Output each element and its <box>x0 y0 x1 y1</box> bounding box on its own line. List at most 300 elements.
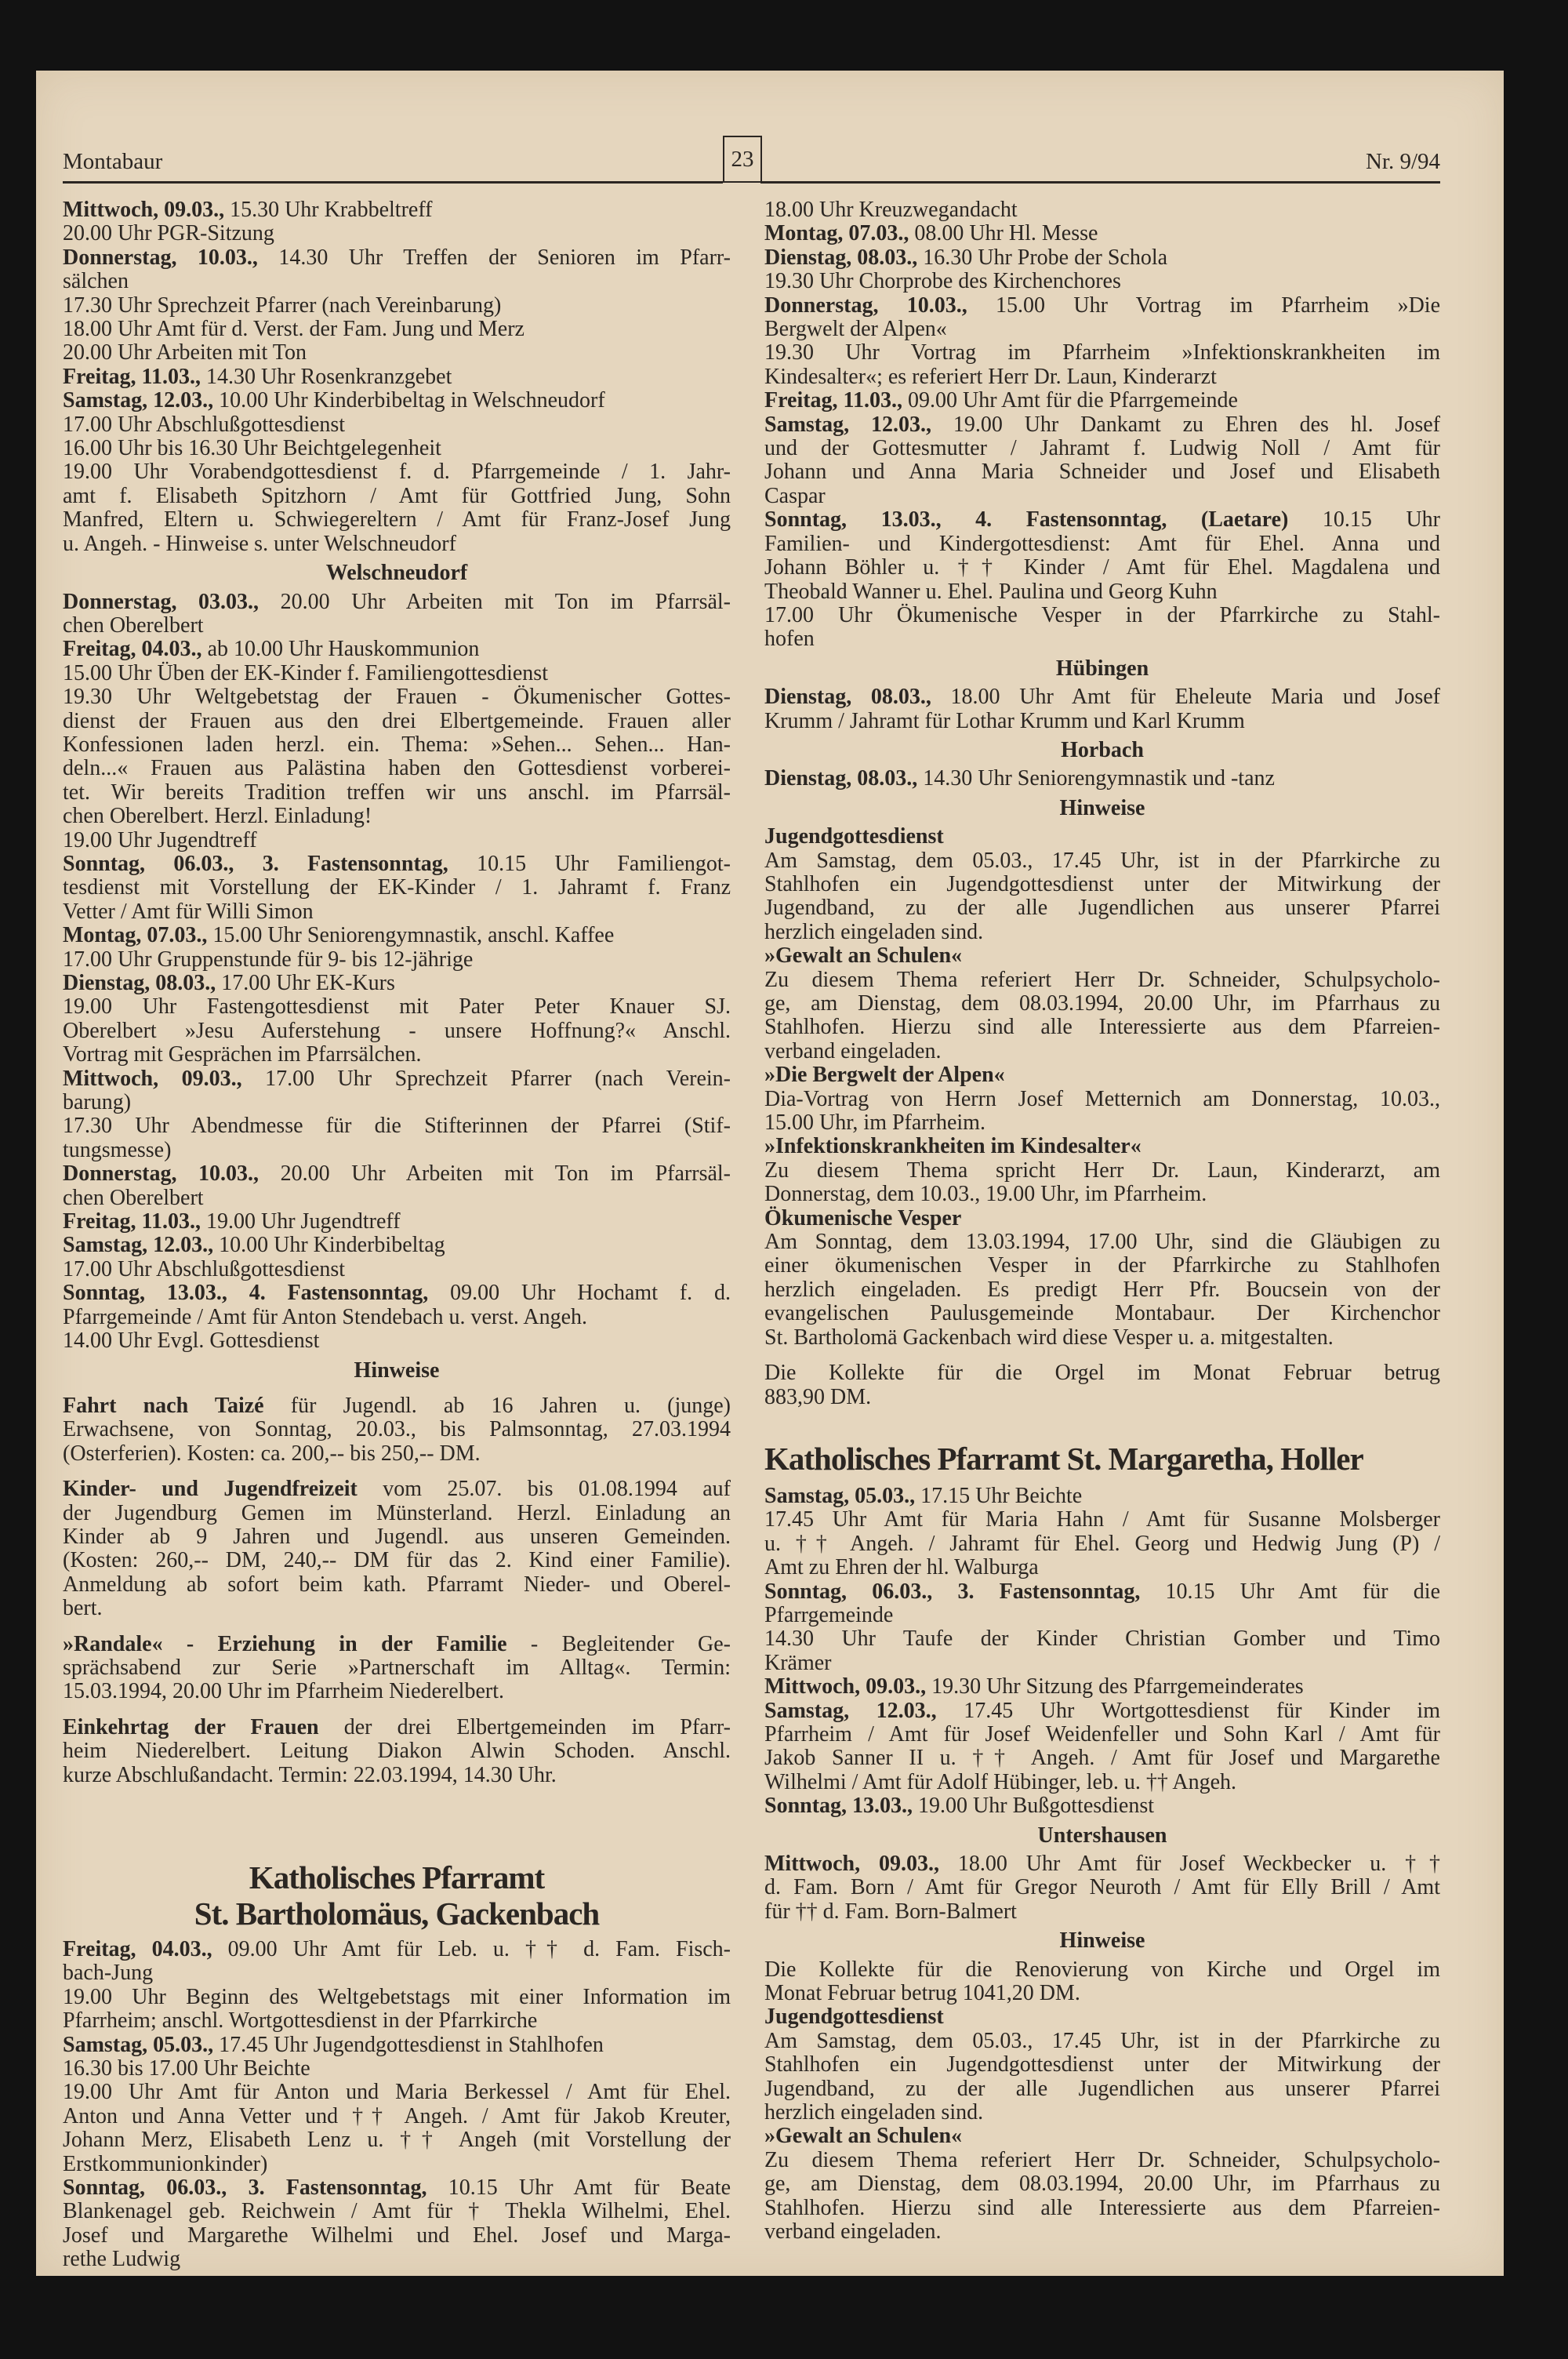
text-line: d. Fam. Born / Amt für Gregor Neuroth / Amt für Elly Brill / Amt <box>764 1875 1440 1900</box>
parish-title-line: Katholisches Pfarramt St. Margaretha, Holler <box>764 1440 1363 1477</box>
schedule-entry <box>764 1627 1440 1675</box>
text-line: chen Oberelbert <box>63 1185 204 1210</box>
text-line: Anmeldung ab sofort beim kath. Pfarramt Nieder- und Oberel- <box>63 1572 731 1597</box>
entry-date-label: Donnerstag, 03.03., <box>63 589 260 614</box>
text-line: 15.00 Uhr, im Pfarrheim. <box>764 1110 985 1136</box>
text-line: verband eingeladen. <box>764 1038 942 1063</box>
section-heading: Hinweise <box>354 1358 440 1383</box>
notice-paragraph <box>764 1361 1440 1409</box>
text-line <box>764 294 1440 318</box>
schedule-entry <box>764 1088 1440 1136</box>
text-line: (Kosten: 260,-- DM, 240,-- DM für das 2. Kind einer Familie). <box>63 1548 731 1573</box>
schedule-entry <box>764 2149 1440 2245</box>
text-line: Am Samstag, dem 05.03., 17.45 Uhr, ist in der Pfarrkirche zu <box>764 2028 1440 2053</box>
section-heading: Welschneudorf <box>325 561 468 586</box>
text-line: tet. Wir bereits Tradition treffen wir uns anschl. im Pfarrsäl- <box>63 780 731 805</box>
entry-text: für Jugendl. ab 16 Jahren u. (junge) <box>263 1393 731 1418</box>
text-line: 14.30 Uhr Taufe der Kinder Christian Gomber und Timo <box>764 1627 1440 1652</box>
text-line: Theobald Wanner u. Ehel. Paulina und Georg Kuhn <box>764 579 1218 604</box>
text-line: 17.30 Uhr Abendmesse für die Stifterinnen der Pfarrei (Stif- <box>63 1114 731 1139</box>
schedule-entry <box>63 972 731 995</box>
schedule-entry <box>63 294 731 318</box>
text-line: dienst der Frauen aus den drei Elbertgemeinde. Frauen aller <box>63 708 731 733</box>
text-line: 19.30 Uhr Weltgebetstag der Frauen - Ökumenischer Gottes- <box>63 685 731 710</box>
schedule-entry <box>764 341 1440 389</box>
entry-date-label: Donnerstag, 10.03., <box>63 245 258 270</box>
schedule-entry <box>764 604 1440 652</box>
entry-text: 16.30 Uhr Probe der Schola <box>917 245 1168 270</box>
entry-date-label: »Randale« - Erziehung in der Familie <box>63 1631 507 1656</box>
entry-text: - Begleitender Ge- <box>506 1631 731 1656</box>
notice-paragraph <box>63 1633 731 1704</box>
text-line: amt f. Elisabeth Spitzhorn / Amt für Gottfried Jung, Sohn <box>63 483 731 508</box>
text-line: bert. <box>63 1596 103 1621</box>
schedule-entry <box>63 852 731 924</box>
schedule-entry <box>63 685 731 828</box>
text-line: Stahlhofen ein Jugendgottesdienst unter der Mitwirkung der <box>764 871 1440 896</box>
text-line: 19.30 Uhr Vortrag im Pfarrheim »Infektionskrankheiten im <box>764 340 1440 365</box>
text-line: 19.00 Uhr Fastengottesdienst mit Pater Peter Knauer SJ. <box>63 994 731 1020</box>
text-line: 18.00 Uhr Amt für d. Verst. der Fam. Jung und Merz <box>63 317 524 342</box>
text-line: Die Kollekte für die Orgel im Monat Februar betrug <box>764 1361 1440 1386</box>
entry-date-label: Samstag, 05.03., <box>63 2032 214 2057</box>
entry-date-label: Donnerstag, 10.03., <box>764 293 967 318</box>
text-line <box>764 246 1440 270</box>
entry-date-label: Freitag, 11.03., <box>764 388 903 413</box>
notice-paragraph <box>63 1478 731 1620</box>
text-line: Donnerstag, dem 10.03., 19.00 Uhr, im Pfarrheim. <box>764 1182 1207 1207</box>
schedule-entry <box>63 1210 731 1234</box>
notice-heading: Jugendgottesdienst <box>764 2005 944 2030</box>
schedule-entry <box>764 1675 1440 1699</box>
schedule-entry <box>764 1485 1440 1508</box>
entry-date-label: Dienstag, 08.03., <box>764 685 931 710</box>
schedule-entry <box>764 270 1440 293</box>
entry-date-label: Freitag, 04.03., <box>63 1937 212 1961</box>
schedule-entry <box>764 849 1440 945</box>
schedule-entry <box>63 365 731 389</box>
entry-date-label: Dienstag, 08.03., <box>764 245 918 270</box>
text-line: bach-Jung <box>63 1961 154 1986</box>
text-line <box>63 1478 731 1501</box>
section-heading: Hinweise <box>1059 795 1145 820</box>
notice-paragraph <box>63 1394 731 1466</box>
notice-heading: »Infektionskrankheiten im Kindesalter« <box>764 1134 1142 1159</box>
schedule-entry <box>764 389 1440 413</box>
text-line <box>63 1394 731 1418</box>
text-line <box>63 1633 731 1656</box>
text-line <box>764 1675 1440 1699</box>
text-line: Oberelbert »Jesu Auferstehung - unsere Hoffnung?« Anschl. <box>63 1018 731 1043</box>
entry-date-label: Montag, 07.03., <box>63 923 208 948</box>
section-heading: Hübingen <box>1055 656 1149 681</box>
schedule-entry <box>63 341 731 365</box>
section-heading: Horbach <box>1061 737 1144 762</box>
text-line <box>63 852 731 876</box>
entry-text: 09.00 Uhr Amt für die Pfarrgemeinde <box>902 388 1238 413</box>
right-column <box>764 198 1440 2245</box>
text-line: Krämer <box>764 1650 832 1675</box>
text-line <box>63 638 731 661</box>
left-column <box>63 198 731 2272</box>
text-line: 18.00 Uhr Kreuzwegandacht <box>764 198 1018 222</box>
schedule-entry <box>63 1258 731 1281</box>
schedule-entry <box>764 246 1440 270</box>
entry-text: 10.15 Uhr Amt für die <box>1140 1579 1440 1604</box>
text-line: 14.00 Uhr Evgl. Gottesdienst <box>63 1329 320 1354</box>
text-line <box>63 2034 731 2057</box>
entry-text: 18.00 Uhr Amt für Eheleute Maria und Josef <box>931 685 1440 710</box>
text-line: sprächsabend zur Serie »Partnerschaft im Alltag«. Termin: <box>63 1655 731 1680</box>
parish-title <box>764 1441 1440 1477</box>
section-heading: Hinweise <box>1059 1928 1145 1954</box>
text-line: Johann Merz, Elisabeth Lenz u. †† Angeh (mit Vorstellung der <box>63 2128 731 2153</box>
entry-date-label: Mittwoch, 09.03., <box>63 198 225 222</box>
entry-text: 19.00 Uhr Jugendtreff <box>201 1209 401 1234</box>
text-line: Kinder ab 9 Jahren und Jugendl. aus unseren Gemeinden. <box>63 1524 731 1549</box>
text-line: 17.00 Uhr Ökumenische Vesper in der Pfarrkirche zu Stahl- <box>764 602 1440 627</box>
schedule-entry <box>764 1794 1440 1818</box>
notice-heading: »Die Bergwelt der Alpen« <box>764 1063 1005 1088</box>
text-line: 19.30 Uhr Chorprobe des Kirchenchores <box>764 269 1121 294</box>
entry-date-label: Freitag, 11.03., <box>63 364 201 389</box>
text-line <box>63 1067 731 1091</box>
text-line: Manfred, Eltern u. Schwiegereltern / Amt für Franz-Josef Jung <box>63 507 731 533</box>
entry-date-label: Einkehrtag der Frauen <box>63 1714 319 1739</box>
text-line: Josef und Margarethe Wilhelmi und Ehel. Josef und Marga- <box>63 2223 731 2248</box>
schedule-entry <box>63 2057 731 2081</box>
entry-date-label: Kinder- und Jugendfreizeit <box>63 1477 358 1502</box>
section-heading: Untershausen <box>1037 1823 1167 1848</box>
text-line: verband eingeladen. <box>764 2219 942 2245</box>
schedule-entry <box>63 1938 731 1986</box>
schedule-entry <box>764 222 1440 245</box>
text-line: (Osterferien). Kosten: ca. 200,-- bis 250,-- DM. <box>63 1441 481 1466</box>
entry-text: 10.15 Uhr <box>1288 507 1441 533</box>
text-line <box>764 1485 1440 1508</box>
schedule-entry <box>764 294 1440 342</box>
schedule-entry <box>63 413 731 437</box>
text-line: Amt zu Ehren der hl. Walburga <box>764 1555 1039 1580</box>
text-line: 19.00 Uhr Beginn des Weltgebetstags mit einer Information im <box>63 1984 731 2009</box>
text-line: tungsmesse) <box>63 1137 172 1162</box>
schedule-entry <box>764 969 1440 1064</box>
text-line <box>764 767 1440 791</box>
entry-date-label: Fahrt nach Taizé <box>63 1393 264 1418</box>
entry-text: 17.15 Uhr Beichte <box>915 1483 1083 1508</box>
text-line <box>63 2176 731 2200</box>
text-line: rethe Ludwig <box>63 2247 181 2272</box>
text-line <box>63 246 731 270</box>
schedule-entry <box>63 1067 731 1115</box>
text-line: chen Oberelbert. Herzl. Einladung! <box>63 804 372 829</box>
entry-text: 17.00 Uhr Sprechzeit Pfarrer (nach Verein- <box>241 1066 731 1091</box>
text-line <box>63 1234 731 1257</box>
entry-date-label: Dienstag, 08.03., <box>63 971 216 995</box>
schedule-entry <box>63 1329 731 1353</box>
parish-title-line: St. Bartholomäus, Gackenbach <box>194 1896 600 1932</box>
text-line: Zu diesem Thema referiert Herr Dr. Schneider, Schulpsycholo- <box>764 967 1440 992</box>
text-line <box>764 1852 1440 1876</box>
schedule-entry <box>63 1162 731 1210</box>
entry-date-label: Freitag, 04.03., <box>63 637 202 662</box>
entry-date-label: Sonntag, 13.03., <box>764 1794 913 1819</box>
entry-date-label: Freitag, 11.03., <box>63 1209 201 1234</box>
text-line: Vortrag mit Gesprächen im Pfarrsälchen. <box>63 1042 422 1067</box>
text-line: St. Bartholomä Gackenbach wird diese Vesper u. a. mitgestalten. <box>764 1325 1334 1350</box>
entry-text: 18.00 Uhr Amt für Josef Weckbecker u. †† <box>938 1852 1441 1876</box>
text-line <box>63 365 731 389</box>
schedule-entry <box>63 318 731 341</box>
text-line: für †† d. Fam. Born-Balmert <box>764 1899 1017 1924</box>
notice-heading: Ökumenische Vesper <box>764 1205 962 1230</box>
text-line: 17.00 Uhr Abschlußgottesdienst <box>63 1256 346 1281</box>
text-line: Monat Februar betrug 1041,20 DM. <box>764 1981 1080 2006</box>
text-line: Johann und Anna Maria Schneider und Josef und Elisabeth <box>764 460 1440 485</box>
text-line: 17.00 Uhr Gruppenstunde für 9- bis 12-jährige <box>63 947 474 972</box>
text-line <box>63 1281 731 1305</box>
schedule-entry <box>63 1281 731 1329</box>
notice-heading: »Gewalt an Schulen« <box>764 943 963 969</box>
text-line <box>764 685 1440 709</box>
text-line: Zu diesem Thema spricht Herr Dr. Laun, Kinderarzt, am <box>764 1158 1440 1183</box>
text-line <box>764 1580 1440 1604</box>
text-line <box>63 198 731 222</box>
text-line: Konfessionen laden herzl. ein. Thema: »Sehen... Sehen... Han- <box>63 732 731 757</box>
text-line: Caspar <box>764 483 826 508</box>
entry-date-label: Mittwoch, 09.03., <box>764 1852 939 1876</box>
issue-number: Nr. 9/94 <box>1365 149 1440 174</box>
schedule-entry <box>764 1699 1440 1795</box>
entry-text: der drei Elbertgemeinden im Pfarr- <box>318 1714 731 1739</box>
schedule-entry <box>764 1508 1440 1579</box>
entry-text: 10.15 Uhr Familiengot- <box>448 851 731 876</box>
text-line <box>63 1162 731 1186</box>
text-line: u. †† Angeh. / Jahramt für Ehel. Georg und Hedwig Jung (P) / <box>764 1531 1440 1556</box>
entry-text: 19.30 Uhr Sitzung des Pfarrgemeinderates <box>926 1674 1304 1699</box>
entry-text: 14.30 Uhr Treffen der Senioren im Pfarr- <box>257 245 731 270</box>
entry-date-label: Sonntag, 06.03., 3. Fastensonntag, <box>63 851 448 876</box>
text-line: herzlich eingeladen sind. <box>764 2100 984 2125</box>
schedule-entry <box>63 246 731 294</box>
schedule-entry <box>63 1234 731 1257</box>
text-line: evangelischen Paulusgemeinde Montabaur. Der Kirchenchor <box>764 1301 1440 1326</box>
entry-text: 20.00 Uhr Arbeiten mit Ton im Pfarrsäl- <box>259 589 731 614</box>
entry-text: 14.30 Uhr Rosenkranzgebet <box>201 364 452 389</box>
text-line: chen Oberelbert <box>63 612 204 638</box>
text-line: sälchen <box>63 269 129 294</box>
text-line <box>63 1938 731 1961</box>
entry-date-label: Donnerstag, 10.03., <box>63 1161 260 1187</box>
text-line: Pfarrgemeinde / Amt für Anton Stendebach u. verst. Angeh. <box>63 1304 588 1329</box>
text-line <box>764 508 1440 532</box>
schedule-entry <box>63 995 731 1067</box>
entry-text: 17.45 Uhr Wortgottesdienst für Kinder im <box>936 1698 1440 1723</box>
text-line <box>764 222 1440 245</box>
text-line: Jugendband, zu der alle Jugendlichen aus unserer Pfarrei <box>764 896 1440 921</box>
schedule-entry <box>764 1159 1440 1207</box>
entry-text: 15.30 Uhr Krabbeltreff <box>224 198 433 222</box>
text-line: Pfarrheim / Amt für Josef Weidenfeller und Sohn Karl / Amt für <box>764 1721 1440 1747</box>
text-line: barung) <box>63 1090 132 1115</box>
text-line: Krumm / Jahramt für Lothar Krumm und Karl Krumm <box>764 708 1245 733</box>
schedule-entry <box>63 222 731 245</box>
entry-text: 15.00 Uhr Seniorengymnastik, anschl. Kaffee <box>207 923 615 948</box>
schedule-entry <box>63 948 731 972</box>
text-line <box>63 591 731 614</box>
entry-date-label: Mittwoch, 09.03., <box>63 1066 242 1091</box>
entry-text: 09.00 Uhr Hochamt f. d. <box>428 1281 731 1306</box>
notice-paragraph <box>63 1716 731 1787</box>
text-line: 16.30 bis 17.00 Uhr Beichte <box>63 2056 310 2081</box>
text-line: deln...« Frauen aus Palästina haben den Gottesdienst vorberei- <box>63 756 731 781</box>
schedule-entry <box>764 198 1440 222</box>
entry-date-label: Sonntag, 13.03., 4. Fastensonntag, <box>63 1281 429 1306</box>
text-line: Am Samstag, dem 05.03., 17.45 Uhr, ist in der Pfarrkirche zu <box>764 848 1440 873</box>
text-line: 17.00 Uhr Abschlußgottesdienst <box>63 412 346 437</box>
text-line: der Jugendburg Gemen im Münsterland. Herzl. Einladung an <box>63 1500 731 1525</box>
text-line: 16.00 Uhr bis 16.30 Uhr Beichtgelegenheit <box>63 436 441 461</box>
schedule-entry <box>764 1230 1440 1350</box>
text-line: Zu diesem Thema referiert Herr Dr. Schneider, Schulpsycholo- <box>764 2147 1440 2172</box>
entry-text: 14.30 Uhr Seniorengymnastik und -tanz <box>917 766 1275 791</box>
entry-text: 17.00 Uhr EK-Kurs <box>216 971 395 995</box>
text-line: Anton und Anna Vetter und †† Angeh. / Amt für Jakob Kreuter, <box>63 2103 731 2128</box>
schedule-entry <box>764 1958 1440 2006</box>
text-line <box>63 389 731 413</box>
text-line: Bergwelt der Alpen« <box>764 317 947 342</box>
entry-date-label: Dienstag, 08.03., <box>764 766 918 791</box>
text-line: herzlich eingeladen. Es predigt Herr Pfr. Boucsein von der <box>764 1277 1440 1302</box>
entry-date-label: Samstag, 12.03., <box>63 1233 214 1258</box>
schedule-entry <box>63 662 731 685</box>
notice-heading: Jugendgottesdienst <box>764 824 944 849</box>
text-line: ge, am Dienstag, dem 08.03.1994, 20.00 Uhr, im Pfarrhaus zu <box>764 2172 1440 2197</box>
schedule-entry <box>764 2030 1440 2125</box>
entry-text: 20.00 Uhr Arbeiten mit Ton im Pfarrsäl- <box>259 1161 731 1187</box>
schedule-entry <box>764 685 1440 733</box>
entry-text: 17.45 Uhr Jugendgottesdienst in Stahlhofen <box>213 2032 604 2057</box>
entry-date-label: Samstag, 12.03., <box>764 1698 937 1723</box>
text-line: heim Niederelbert. Leitung Diakon Alwin Schoden. Anschl. <box>63 1739 731 1764</box>
header-rule <box>760 181 1440 184</box>
entry-text: ab 10.00 Uhr Hauskommunion <box>201 637 480 662</box>
text-line: Kindesalter«; es referiert Herr Dr. Laun, Kinderarzt <box>764 364 1217 389</box>
text-line: Stahlhofen ein Jugendgottesdienst unter der Mitwirkung der <box>764 2052 1440 2077</box>
text-line: kurze Abschlußandacht. Termin: 22.03.1994, 14.30 Uhr. <box>63 1762 557 1787</box>
schedule-entry <box>764 413 1440 509</box>
text-line: Erwachsene, von Sonntag, 20.03., bis Palmsonntag, 27.03.1994 <box>63 1417 731 1442</box>
text-line: Pfarrgemeinde <box>764 1602 894 1627</box>
schedule-entry <box>63 460 731 556</box>
text-line: u. Angeh. - Hinweise s. unter Welschneudorf <box>63 531 456 556</box>
schedule-entry <box>764 508 1440 604</box>
text-line: Erstkommunionkinder) <box>63 2151 268 2176</box>
entry-date-label: Samstag, 12.03., <box>63 388 214 413</box>
text-line <box>63 924 731 947</box>
schedule-entry <box>63 1986 731 2034</box>
text-line <box>764 1794 1440 1818</box>
text-line: Vetter / Amt für Willi Simon <box>63 899 314 924</box>
text-line: 20.00 Uhr Arbeiten mit Ton <box>63 340 307 365</box>
text-line: Stahlhofen. Hierzu sind alle Interessierte aus dem Pfarreien- <box>764 1015 1440 1040</box>
text-line: Wilhelmi / Amt für Adolf Hübinger, leb. u. †† Angeh. <box>764 1769 1237 1794</box>
entry-text: 19.00 Uhr Bußgottesdienst <box>913 1794 1155 1819</box>
text-line: Familien- und Kindergottesdienst: Amt für Ehel. Anna und <box>764 531 1440 556</box>
schedule-entry <box>764 1852 1440 1924</box>
text-line: Blankenagel geb. Reichwein / Amt für † Thekla Wilhelmi, Ehel. <box>63 2199 731 2224</box>
text-line: tesdienst mit Vorstellung der EK-Kinder / 1. Jahramt f. Franz <box>63 875 731 900</box>
entry-date-label: Sonntag, 13.03., 4. Fastensonntag, (Laetare) <box>764 507 1289 533</box>
text-line <box>764 413 1440 437</box>
text-line: 20.00 Uhr PGR-Sitzung <box>63 221 274 246</box>
text-line: Am Sonntag, dem 13.03.1994, 17.00 Uhr, sind die Gläubigen zu <box>764 1230 1440 1255</box>
entry-date-label: Sonntag, 06.03., 3. Fastensonntag, <box>63 2175 427 2201</box>
schedule-entry <box>63 2176 731 2272</box>
text-line: einer ökumenischen Vesper in der Pfarrkirche zu Stahlhofen <box>764 1253 1440 1278</box>
entry-text: 19.00 Uhr Dankamt zu Ehren des hl. Josef <box>931 412 1440 437</box>
text-line: herzlich eingeladen sind. <box>764 919 984 944</box>
schedule-entry <box>764 1580 1440 1628</box>
text-line <box>764 1699 1440 1723</box>
parish-title-line: Katholisches Pfarramt <box>249 1859 545 1896</box>
schedule-entry <box>63 638 731 661</box>
schedule-entry <box>63 2034 731 2057</box>
text-line: 17.30 Uhr Sprechzeit Pfarrer (nach Vereinbarung) <box>63 293 502 318</box>
schedule-entry <box>63 829 731 852</box>
text-line: 15.03.1994, 20.00 Uhr im Pfarrheim Niederelbert. <box>63 1679 504 1704</box>
text-line: Johann Böhler u. †† Kinder / Amt für Ehel. Magdalena und <box>764 555 1440 580</box>
text-line: Dia-Vortrag von Herrn Josef Metternich am Donnerstag, 10.03., <box>764 1086 1440 1111</box>
text-line: Die Kollekte für die Renovierung von Kirche und Orgel im <box>764 1957 1440 1982</box>
text-line: 15.00 Uhr Üben der EK-Kinder f. Familiengottesdienst <box>63 660 548 685</box>
text-line <box>63 1210 731 1234</box>
text-line: 883,90 DM. <box>764 1384 872 1409</box>
entry-text: 10.00 Uhr Kinderbibeltag in Welschneudorf <box>213 388 605 413</box>
page-number-box: 23 <box>723 136 762 183</box>
text-line: 19.00 Uhr Amt für Anton und Maria Berkessel / Amt für Ehel. <box>63 2080 731 2105</box>
schedule-entry <box>63 2081 731 2176</box>
text-line <box>764 389 1440 413</box>
text-line: Jakob Sanner II u. †† Angeh. / Amt für Josef und Margarethe <box>764 1746 1440 1771</box>
entry-date-label: Mittwoch, 09.03., <box>764 1674 927 1699</box>
schedule-entry <box>63 437 731 460</box>
text-line: 17.45 Uhr Amt für Maria Hahn / Amt für Susanne Molsberger <box>764 1507 1440 1532</box>
header-rule <box>63 181 723 184</box>
schedule-entry <box>63 924 731 947</box>
text-line: hofen <box>764 627 815 652</box>
text-line: 19.00 Uhr Jugendtreff <box>63 827 257 852</box>
text-line: Jugendband, zu der alle Jugendlichen aus unserer Pfarrei <box>764 2076 1440 2101</box>
entry-date-label: Montag, 07.03., <box>764 221 909 246</box>
text-line: ge, am Dienstag, dem 08.03.1994, 20.00 Uhr, im Pfarrhaus zu <box>764 991 1440 1016</box>
entry-text: 08.00 Uhr Hl. Messe <box>909 221 1098 246</box>
text-line: Stahlhofen. Hierzu sind alle Interessierte aus dem Pfarreien- <box>764 2195 1440 2220</box>
schedule-entry <box>63 591 731 638</box>
text-line: 19.00 Uhr Vorabendgottesdienst f. d. Pfarrgemeinde / 1. Jahr- <box>63 460 731 485</box>
text-line: Pfarrheim; anschl. Wortgottesdienst in der Pfarrkirche <box>63 2008 538 2034</box>
page-header-place: Montabaur <box>63 149 163 174</box>
entry-text: 10.00 Uhr Kinderbibeltag <box>213 1233 445 1258</box>
schedule-entry <box>63 1114 731 1162</box>
schedule-entry <box>63 389 731 413</box>
text-line: und der Gottesmutter / Jahramt f. Ludwig Noll / Amt für <box>764 436 1440 461</box>
entry-date-label: Samstag, 12.03., <box>764 412 931 437</box>
entry-date-label: Sonntag, 06.03., 3. Fastensonntag, <box>764 1579 1141 1604</box>
schedule-entry <box>764 767 1440 791</box>
entry-text: 09.00 Uhr Amt für Leb. u. †† d. Fam. Fisch- <box>212 1937 731 1961</box>
schedule-entry <box>63 198 731 222</box>
